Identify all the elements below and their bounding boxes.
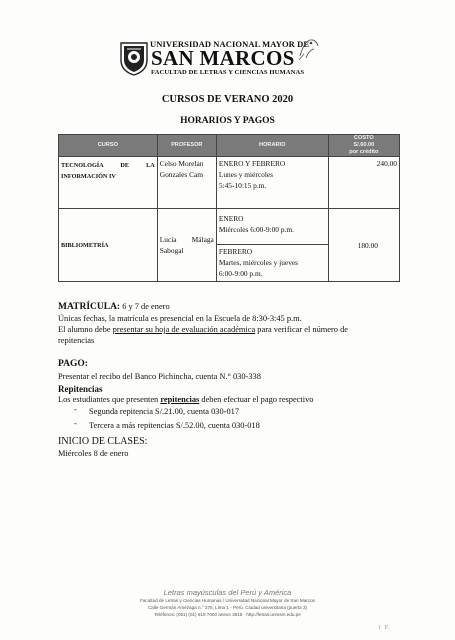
inicio-date: Miércoles 8 de enero <box>58 449 129 458</box>
schedule-text: Miércoles 6:00-9:00 p.m. <box>218 225 294 234</box>
header-cost-line3: por crédito <box>349 149 379 155</box>
header-cost-line1: COSTO <box>353 135 374 141</box>
schedule-cell <box>216 209 328 282</box>
schedule-time: 5:45-10:15 p.m. <box>218 181 267 190</box>
page-subtitle: HORARIOS Y PAGOS <box>180 116 275 126</box>
matricula-line <box>58 302 170 312</box>
university-seal-icon <box>118 40 150 76</box>
matricula-requirement <box>58 325 348 335</box>
pago-label: PAGO: <box>58 359 88 369</box>
matricula-note: Únicas fechas, la matrícula es presencial en la Escuela de 8:30-3:45 p.m. <box>58 314 302 323</box>
table-row <box>59 209 400 282</box>
requirement-emphasis: presentar su hoja de evaluación académica <box>112 325 256 334</box>
header-cost <box>328 135 399 157</box>
faculty-name: FACULTAD DE LETRAS Y CIENCIAS HUMANAS <box>151 69 305 76</box>
schedule-days: Lunes y miércoles <box>218 170 274 179</box>
university-line: UNIVERSIDAD NACIONAL MAYOR DE <box>150 39 310 49</box>
page-title: CURSOS DE VERANO 2020 <box>161 94 294 105</box>
table-row <box>59 157 400 209</box>
schedule-month: ENERO Y FEBRERO <box>218 159 286 168</box>
matricula-label: MATRÍCULA: <box>58 302 121 312</box>
matricula-requirement-cont: repitencias <box>58 336 95 345</box>
repitencias-line <box>58 395 313 405</box>
schedule-cell <box>216 157 328 209</box>
course-cell: BIBLIOMETRÍA <box>59 209 158 282</box>
footer-line: Calle Germán Amézaga n.° 375, Lima 1 - Perú. Ciudad universitaria (puerta 3) <box>147 605 308 610</box>
university-name: SAN MARCOS <box>151 46 295 70</box>
table-header-row <box>59 135 400 157</box>
professor-cell: Lucía Málaga Sabogal <box>157 209 216 282</box>
schedule-time: 6:00-9:00 p.m. <box>218 269 263 278</box>
requirement-text-end: para verificar el número de <box>255 325 348 334</box>
repitencias-label: Repitencias <box>58 384 103 394</box>
repitencia-item: Tercera a más repitencias S/.52.00, cuenta 030-018 <box>89 421 260 430</box>
schedule-month: FEBRERO <box>218 247 253 256</box>
header-schedule: HORARIO <box>216 135 328 157</box>
cost-cell: 180.00 <box>328 209 399 282</box>
header-course: CURSO <box>59 135 158 157</box>
matricula-dates: 6 y 7 de enero <box>120 302 170 311</box>
professor-cell: Celso Morelan Gonzales Cam <box>157 157 216 209</box>
header-cost-line2: S/.60.00 <box>353 142 375 148</box>
schedule-month: ENERO <box>218 214 244 223</box>
schedule-table <box>58 134 400 282</box>
repitencias-emphasis: repitencias <box>160 395 200 404</box>
repitencias-text: Los estudiantes que presenten <box>58 395 161 404</box>
course-cell: TECNOLOGÍA DE LA INFORMACIÓN IV <box>59 157 158 209</box>
schedule-days: Martes, miércoles y jueves <box>218 258 299 267</box>
header-professor: PROFESOR <box>157 135 216 157</box>
repitencia-item: Segunda repitencia S/.21.00, cuenta 030-017 <box>89 407 240 416</box>
page-mark: 1 P. <box>378 625 391 631</box>
repitencias-text-end: deben efectuar el pago respectivo <box>199 395 314 404</box>
bullet-icon: - <box>74 405 77 414</box>
pago-line: Presentar el recibo del Banco Pichincha, cuenta N.° 030-338 <box>58 372 261 381</box>
bullet-icon: - <box>74 419 77 428</box>
footer-line: Facultad de Letras y Ciencias Humanas / Universidad Nacional Mayor de San Marcos <box>140 598 315 603</box>
footer-slogan: Letras mayúsculas del Perú y América <box>163 588 292 597</box>
inicio-label: INICIO DE CLASES: <box>58 436 148 447</box>
decorative-figure-icon <box>296 34 322 64</box>
requirement-text: El alumno debe <box>58 325 113 334</box>
cost-cell: 240.00 <box>328 157 399 209</box>
footer-line: Teléfonos: (051) (01) 619 7000 anexo 3815 · http://letras.unmsm.edu.pe <box>154 612 301 617</box>
